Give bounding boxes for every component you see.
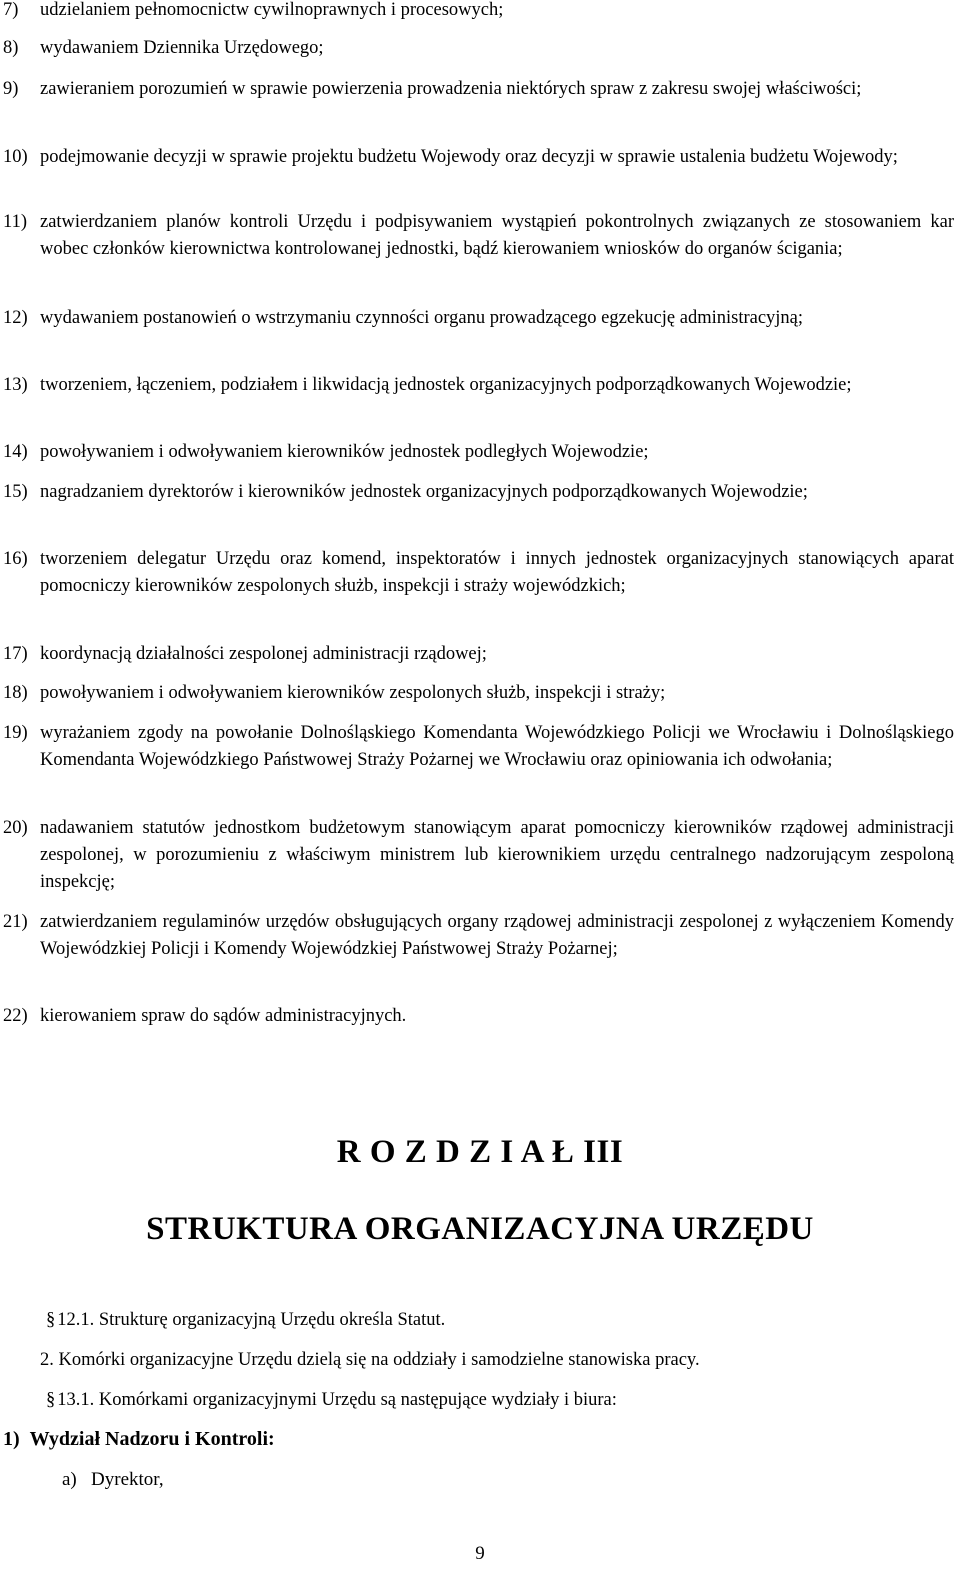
- item-text: koordynacją działalności zespolonej administracji rządowej;: [40, 644, 487, 664]
- item-text: zatwierdzaniem regulaminów urzędów obsługujących organy rządowej administracji zespolonej z wyłączeniem Komendy Wojewódzkiej Policji i Komendy Wojewódzkiej Państwowej Straży Pożarnej;: [40, 912, 954, 959]
- item-text: zatwierdzaniem planów kontroli Urzędu i podpisywaniem wystąpień pokontrolnych związanych ze stosowaniem kar wobec członków kierownictwa kontrolowanej jednostki, bądź kierowaniem wniosków do organów ścigania;: [40, 212, 954, 259]
- item-text: podejmowanie decyzji w sprawie projektu budżetu Wojewody oraz decyzji w sprawie ustalenia budżetu Wojewody;: [40, 147, 898, 167]
- item-text: tworzeniem, łączeniem, podziałem i likwidacją jednostek organizacyjnych podporządkowanych Wojewodzie;: [40, 375, 852, 395]
- list-item: [3, 209, 954, 263]
- item-text: zawieraniem porozumień w sprawie powierzenia prowadzenia niektórych spraw z zakresu swojej właściwości;: [40, 79, 862, 99]
- list-item: [3, 479, 954, 506]
- item-text: kierowaniem spraw do sądów administracyjnych.: [40, 1006, 407, 1026]
- department-number: 1): [3, 1428, 20, 1450]
- paragraph: [40, 1347, 700, 1374]
- sub-item: [62, 1469, 164, 1491]
- item-number: 10): [3, 147, 28, 167]
- paragraph-text: 2. Komórki organizacyjne Urzędu dzielą się na oddziały i samodzielne stanowiska pracy.: [40, 1350, 700, 1370]
- paragraph-text: 12.1. Strukturę organizacyjną Urzędu określa Statut.: [57, 1310, 446, 1330]
- item-number: 15): [3, 482, 28, 502]
- item-text: powoływaniem i odwoływaniem kierowników jednostek podległych Wojewodzie;: [40, 442, 649, 462]
- item-number: 13): [3, 375, 28, 395]
- item-number: 12): [3, 308, 28, 328]
- sub-item-letter: a): [62, 1469, 77, 1490]
- item-text: wydawaniem postanowień o wstrzymaniu czynności organu prowadzącego egzekucję administracyjną;: [40, 308, 804, 328]
- list-item: [3, 546, 954, 600]
- item-number: 17): [3, 644, 28, 664]
- section-mark: §: [46, 1390, 56, 1410]
- chapter-number: R O Z D Z I A Ł III: [336, 1134, 624, 1170]
- item-text: nadawaniem statutów jednostkom budżetowym stanowiącym aparat pomocniczy kierowników rządowej administracji zespolonej, w porozumieniu z właściwym ministrem lub kierownikiem urzędu centralnego nadzorującym zespoloną inspekcję;: [40, 818, 954, 892]
- list-item: [3, 305, 954, 332]
- item-number: 14): [3, 442, 28, 462]
- list-item: [3, 0, 954, 24]
- list-item: [3, 439, 954, 466]
- list-item: [3, 372, 954, 399]
- paragraph-text: 13.1. Komórkami organizacyjnymi Urzędu są następujące wydziały i biura:: [57, 1390, 617, 1410]
- sub-item-text: Dyrektor,: [91, 1469, 164, 1490]
- page-number: 9: [475, 1543, 485, 1564]
- item-number: 8): [3, 38, 19, 58]
- item-text: udzielaniem pełnomocnictw cywilnoprawnych i procesowych;: [40, 0, 504, 20]
- list-item: [3, 909, 954, 963]
- paragraph: [46, 1387, 617, 1414]
- item-number: 11): [3, 212, 27, 232]
- section-mark: §: [46, 1310, 56, 1330]
- item-text: wydawaniem Dziennika Urzędowego;: [40, 38, 324, 58]
- item-number: 16): [3, 549, 28, 569]
- list-item: [3, 641, 954, 668]
- item-number: 7): [3, 0, 19, 20]
- paragraph: [46, 1307, 445, 1334]
- item-text: powoływaniem i odwoływaniem kierowników zespolonych służb, inspekcji i straży;: [40, 683, 666, 703]
- list-item: [3, 815, 954, 896]
- chapter-title: STRUKTURA ORGANIZACYJNA URZĘDU: [146, 1211, 814, 1247]
- item-text: wyrażaniem zgody na powołanie Dolnośląskiego Komendanta Wojewódzkiego Policji we Wrocławiu i Dolnośląskiego Komendanta Wojewódzkiego Państwowej Straży Pożarnej we Wrocławiu oraz opiniowania ich odwołania;: [40, 723, 954, 770]
- item-text: tworzeniem delegatur Urzędu oraz komend, inspektoratów i innych jednostek organizacyjnych stanowiących aparat pomocniczy kierowników zespolonych służb, inspekcji i straży wojewódzkich;: [40, 549, 954, 596]
- department-name: Wydział Nadzoru i Kontroli:: [29, 1428, 275, 1450]
- item-number: 21): [3, 912, 28, 932]
- list-item: [3, 680, 954, 707]
- list-item: [3, 1003, 954, 1030]
- department-item: [3, 1428, 275, 1451]
- item-number: 19): [3, 723, 28, 743]
- list-item: [3, 720, 954, 774]
- list-item: [3, 35, 954, 62]
- list-item: [3, 144, 954, 171]
- list-item: [3, 76, 954, 103]
- item-text: nagradzaniem dyrektorów i kierowników jednostek organizacyjnych podporządkowanych Wojewodzie;: [40, 482, 808, 502]
- item-number: 18): [3, 683, 28, 703]
- item-number: 22): [3, 1006, 28, 1026]
- item-number: 20): [3, 818, 28, 838]
- item-number: 9): [3, 79, 19, 99]
